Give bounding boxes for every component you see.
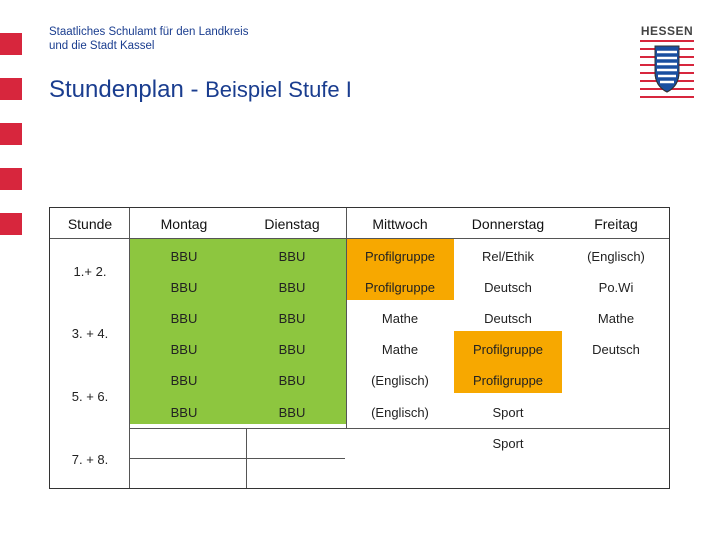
r7-donnerstag: Sport (492, 436, 524, 451)
r3-montag: BBU (170, 311, 198, 326)
r1-donnerstag: Rel/Ethik (481, 249, 535, 264)
header-freitag: Freitag (594, 216, 638, 232)
decor-square-2 (0, 78, 22, 100)
r4-mittwoch: Mathe (381, 342, 419, 357)
r6-donnerstag: Sport (492, 405, 524, 420)
hessen-logo (640, 24, 694, 98)
r4-montag: BBU (170, 342, 198, 357)
header-dienstag: Dienstag (264, 216, 320, 232)
cell-bg-green-1 (130, 238, 346, 424)
grid-h-header (50, 238, 669, 239)
r3-donnerstag: Deutsch (484, 311, 532, 326)
org-line-1: Staatliches Schulamt für den Landkreis (49, 26, 249, 38)
r1-mittwoch: Profilgruppe (364, 249, 436, 264)
r2-donnerstag: Deutsch (484, 280, 532, 295)
r6-mittwoch: (Englisch) (371, 405, 429, 420)
decor-square-5 (0, 213, 22, 235)
header-stunde: Stunde (67, 216, 113, 232)
decor-square-3 (0, 123, 22, 145)
r6-dienstag: BBU (278, 405, 306, 420)
grid-h-lower (129, 428, 669, 429)
grid-h-lower-b (129, 458, 345, 459)
r3-mittwoch: Mathe (381, 311, 419, 326)
r2-mittwoch: Profilgruppe (364, 280, 436, 295)
header-mittwoch: Mittwoch (372, 216, 428, 232)
r1-montag: BBU (170, 249, 198, 264)
logo-text: HESSEN (640, 24, 694, 38)
r6-montag: BBU (170, 405, 198, 420)
title-main: Stundenplan - (49, 76, 206, 103)
decor-square-1 (0, 33, 22, 55)
r2-freitag: Po.Wi (598, 280, 634, 295)
r3-freitag: Mathe (597, 311, 635, 326)
period-3-4: 3. + 4. (71, 326, 109, 341)
org-line-2: und die Stadt Kassel (49, 40, 155, 52)
r4-donnerstag: Profilgruppe (472, 342, 544, 357)
r4-freitag: Deutsch (592, 342, 640, 357)
title-sub: Beispiel Stufe I (205, 77, 352, 102)
r2-montag: BBU (170, 280, 198, 295)
r1-freitag: (Englisch) (587, 249, 645, 264)
r5-montag: BBU (170, 373, 198, 388)
r5-dienstag: BBU (278, 373, 306, 388)
timetable (49, 207, 670, 489)
r5-donnerstag: Profilgruppe (472, 373, 544, 388)
header-montag: Montag (160, 216, 208, 232)
header-donnerstag: Donnerstag (471, 216, 545, 232)
page-title (49, 76, 352, 104)
hessen-crest-icon (640, 38, 694, 98)
r3-dienstag: BBU (278, 311, 306, 326)
r1-dienstag: BBU (278, 249, 306, 264)
decor-square-4 (0, 168, 22, 190)
r4-dienstag: BBU (278, 342, 306, 357)
period-1-2: 1.+ 2. (73, 264, 107, 279)
period-7-8: 7. + 8. (71, 452, 109, 467)
r5-mittwoch: (Englisch) (371, 373, 429, 388)
period-5-6: 5. + 6. (71, 389, 109, 404)
r2-dienstag: BBU (278, 280, 306, 295)
